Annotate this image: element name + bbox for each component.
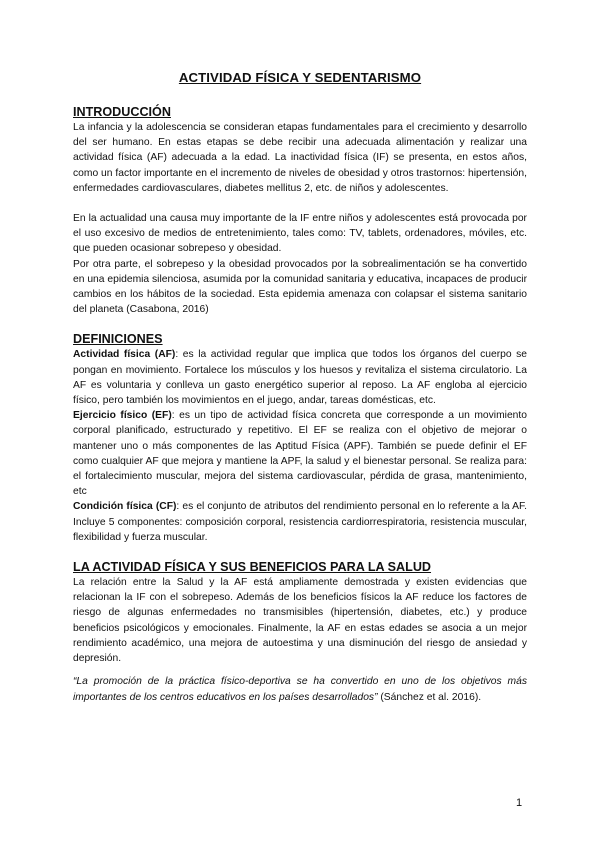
quote-paragraph: [73, 674, 527, 704]
definition-actividad-fisica: [73, 347, 527, 408]
definition-ejercicio-fisico: [73, 408, 527, 499]
definition-term: Actividad física (AF): [73, 349, 176, 361]
definition-text: : es la actividad regular que implica que todos los órganos del cuerpo se pongan en movimiento. Fortalece los músculos y los huesos y revitaliza el sistema circulatorio. La AF es voluntaria y conlleva un gasto energético superior al reposo. La AF engloba al ejercicio físico, pero también los movimientos en el juego, andar, tareas domésticas, etc.: [73, 349, 527, 407]
intro-paragraph-2: En la actualidad una causa muy importante de la IF entre niños y adolescentes está provocada por el uso excesivo de medios de entretenimiento, tales como: TV, tablets, ordenadores, móviles, etc. que pueden ocasionar sobrepeso y obesidad.: [73, 213, 527, 255]
quote-citation: (Sánchez et al. 2016).: [377, 691, 482, 703]
page-number: 1: [516, 797, 523, 809]
definition-term: Condición física (CF): [73, 501, 177, 513]
quote-text: “La promoción de la práctica físico-deportiva se ha convertido en uno de los objetivos más importantes de los centros educativos en los países desarrollados”: [73, 676, 527, 703]
section-heading-introduccion: INTRODUCCIÓN: [73, 105, 171, 119]
benefits-paragraph: La relación entre la Salud y la AF está ampliamente demostrada y existen evidencias que relacionan la IF con el sobrepeso. Además de los beneficios físicos la AF reduce los factores de riesgo de algunas enfermedades no transmisibles (hipertensión, diabetes, etc.) y produce beneficios psicológicos y emocionales. Finalmente, la AF en estas edades se asocia a un mejor rendimiento académico, una mejora de autoestima y una disminución del riesgo de ansiedad y depresión.: [73, 577, 527, 665]
definition-text: : es el conjunto de atributos del rendimiento personal en lo referente a la AF. Incluye 5 componentes: composición corporal, resistencia cardiorrespiratoria, resistencia muscular, flexibilidad y fuerza muscular.: [73, 501, 527, 543]
definition-text: : es un tipo de actividad física concreta que corresponde a un movimiento corporal planificado, estructurado y repetitivo. El EF se realiza con el objetivo de mejorar o mantener uno o más componentes de las Aptitud Física (APF). También se puede definir el EF como cualquier AF que mejora y mantiene la APF, la salud y el bienestar personal. Se realiza para: el fortalecimiento muscular, mejora del sistema cardiovascular, pérdida de grasa, mantenimiento, etc: [73, 410, 527, 498]
document-title: ACTIVIDAD FÍSICA Y SEDENTARISMO: [178, 70, 422, 85]
section-heading-beneficios: LA ACTIVIDAD FÍSICA Y SUS BENEFICIOS PARA LA SALUD: [73, 560, 432, 575]
intro-paragraph-1: La infancia y la adolescencia se consideran etapas fundamentales para el crecimiento y desarrollo del ser humano. En estas etapas se debe recibir una adecuada alimentación y realizar una actividad física (AF) adecuada a la edad. La inactividad física (IF) se presenta, en estos años, como un factor importante en el incremento de niveles de obesidad y otros trastornos: hipertensión, enfermedades cardiovasculares, diabetes mellitus 2, etc. de niños y adolescentes.: [73, 122, 527, 194]
intro-paragraph-3: Por otra parte, el sobrepeso y la obesidad provocados por la sobrealimentación se ha convertido en una epidemia silenciosa, asumida por la comunidad sanitaria y educativa, incapaces de producir cambios en los hábitos de la sociedad. Esta epidemia amenaza con colapsar el sistema sanitario del planeta (Casabona, 2016): [73, 258, 527, 316]
definition-term: Ejercicio físico (EF): [73, 410, 172, 422]
document-page: [73, 70, 527, 705]
definition-condicion-fisica: [73, 499, 527, 545]
section-heading-definiciones: DEFINICIONES: [73, 332, 163, 347]
